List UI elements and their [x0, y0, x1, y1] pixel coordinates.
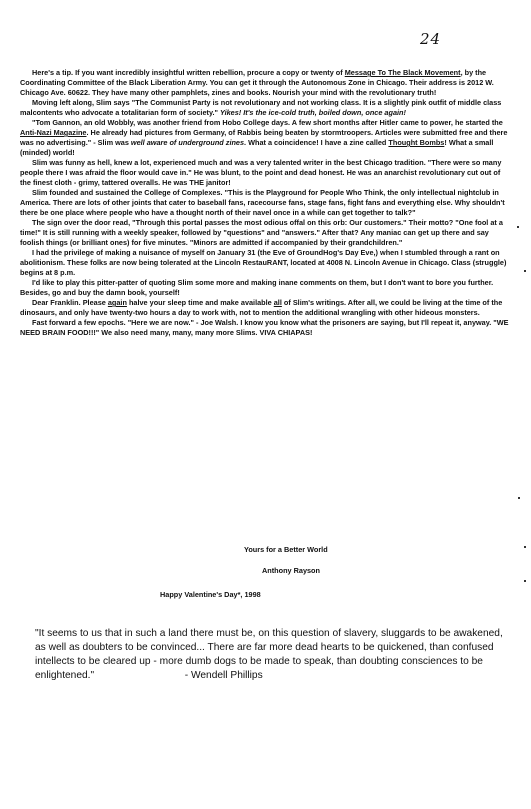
paragraph-text: . He already had pictures from Germany, of Rabbis being beaten by stormtroopers. Articles were submitted free and there was no advertising." - Slim was: [20, 128, 508, 147]
page-number: 24: [420, 30, 442, 48]
paragraph: [20, 318, 510, 338]
paragraph-text: of Slim's writings. After all, we could be living at the time of the dinosaurs, and only have twenty-two hours a day to work with, not to mention the additional wrangling with other hideous monsters.: [20, 298, 503, 317]
paragraph-text: Thought Bombs: [388, 138, 445, 147]
paragraph-text: Here's a tip. If you want incredibly insightful written rebellion, procure a copy or twenty of: [32, 68, 345, 77]
paragraph-text: Message To The Black Movement: [344, 68, 461, 77]
paragraph-text: Slim founded and sustained the College of Complexes. "This is the Playground for People Who Think, the only intellectual nightclub in America. There are lots of other joints that cater to baseball fans, racecourse fans, stage fans, fight fans and everything else. Why shouldn't there be one place where people who have a thought north of their navel once in a while can get together to talk?": [20, 188, 505, 217]
paragraph: [20, 188, 510, 218]
paragraph: [20, 68, 510, 98]
scan-speck: [517, 226, 519, 228]
scan-speck: [518, 497, 520, 499]
paragraph-text: well aware of underground zines: [130, 138, 245, 147]
paragraph: [20, 118, 510, 158]
paragraph-text: Fast forward a few epochs. "Here we are now." - Joe Walsh. I know you know what the prisoners are saying, but I'll repeat it, anyway. "WE NEED BRAIN FOOD!!!" We also need many, many, many more Slims. VIVA CHIAPAS!: [20, 318, 509, 337]
paragraph-text: Moving left along, Slim says "The Communist Party is not revolutionary and not working class. It is a slightly pink outfit of middle class malcontents who advocate a totalitarian form of society.": [20, 98, 502, 117]
quote-text: "It seems to us that in such a land there must be, on this question of slavery, sluggards to be awakened, as well as doubters to be convinced... There are far more dead hearts to be quickened, than confused intellects to be cleared up - more dumb dogs to be made to speak, than doubting consciences to be enlightened.": [35, 628, 503, 681]
article-body: [20, 68, 510, 338]
paragraph-text: halve your sleep time and make available: [126, 298, 274, 307]
paragraph-text: "Tom Gannon, an old Wobbly, was another friend from Hobo College days. A few short months after Hitler came to power, he started the: [32, 118, 503, 127]
paragraph-text: again: [107, 298, 127, 307]
author-signature: Anthony Rayson: [262, 566, 320, 575]
paragraph-text: The sign over the door read, "Through this portal passes the most odious offal on this orb: Our customers." Their motto? "One fool at a time!" It is still running with a weekly speaker, followed by "questions" and "answers." After that? Any maniac can get up there and say foolish things (or brilliant ones) for five minutes. "Minors are admitted if accompanied by their grandchildren.": [20, 218, 503, 247]
paragraph: [20, 298, 510, 318]
paragraph-text: Slim was funny as hell, knew a lot, experienced much and was a very talented writer in the best Chicago tradition. "There were so many people there I was afraid the floor would cave in." He was blunt, to the point and dead honest. He was an anarchist revolutionary cut out of the finest cloth - grimy, tattered overalls. He was THE janitor!: [20, 158, 502, 187]
paragraph-text: Anti-Nazi Magazine: [20, 128, 87, 137]
scan-speck: [524, 270, 526, 272]
paragraph: [20, 218, 510, 248]
paragraph-text: I'd like to play this pitter-patter of quoting Slim some more and making inane comments on them, but I don't want to bore you further. Besides, go and buy the damn book, yourself!: [20, 278, 494, 297]
paragraph: [20, 98, 510, 118]
paragraph-text: I had the privilege of making a nuisance of myself on January 31 (the Eve of GroundHog's Day Eve,) when I stumbled through a rant on abolitionism. These folks are now being tolerated at the Lincoln RestauRANT, located at 4008 N. Lincoln Avenue in Chicago. Class (struggle) begins at 8 p.m.: [20, 248, 507, 277]
paragraph-text: ! What a small (minded) world!: [20, 138, 494, 157]
paragraph: [20, 278, 510, 298]
scan-speck: [524, 580, 526, 582]
paragraph-text: , by the Coordinating Committee of the Black Liberation Army. You can get it through the Autonomous Zone in Chicago. Their address is 2012 W. Chicago Ave. 60622. They have many other pamphlets, zines and books. Nourish your mind with the revolutionary truth!: [20, 68, 494, 97]
paragraph-text: all: [273, 298, 282, 307]
paragraph-text: Dear Franklin. Please: [32, 298, 108, 307]
greeting-line: Happy Valentine's Day*, 1998: [160, 590, 261, 599]
paragraph-text: Yikes! It's the ice-cold truth, boiled down, once again!: [219, 108, 406, 117]
closing-quote: [35, 627, 513, 683]
paragraph: [20, 158, 510, 188]
paragraph-text: . What a coincidence! I have a zine called: [244, 138, 389, 147]
quote-attribution: - Wendell Phillips: [184, 670, 263, 681]
paragraph: [20, 248, 510, 278]
scan-speck: [524, 546, 526, 548]
closing-line: Yours for a Better World: [244, 545, 328, 554]
